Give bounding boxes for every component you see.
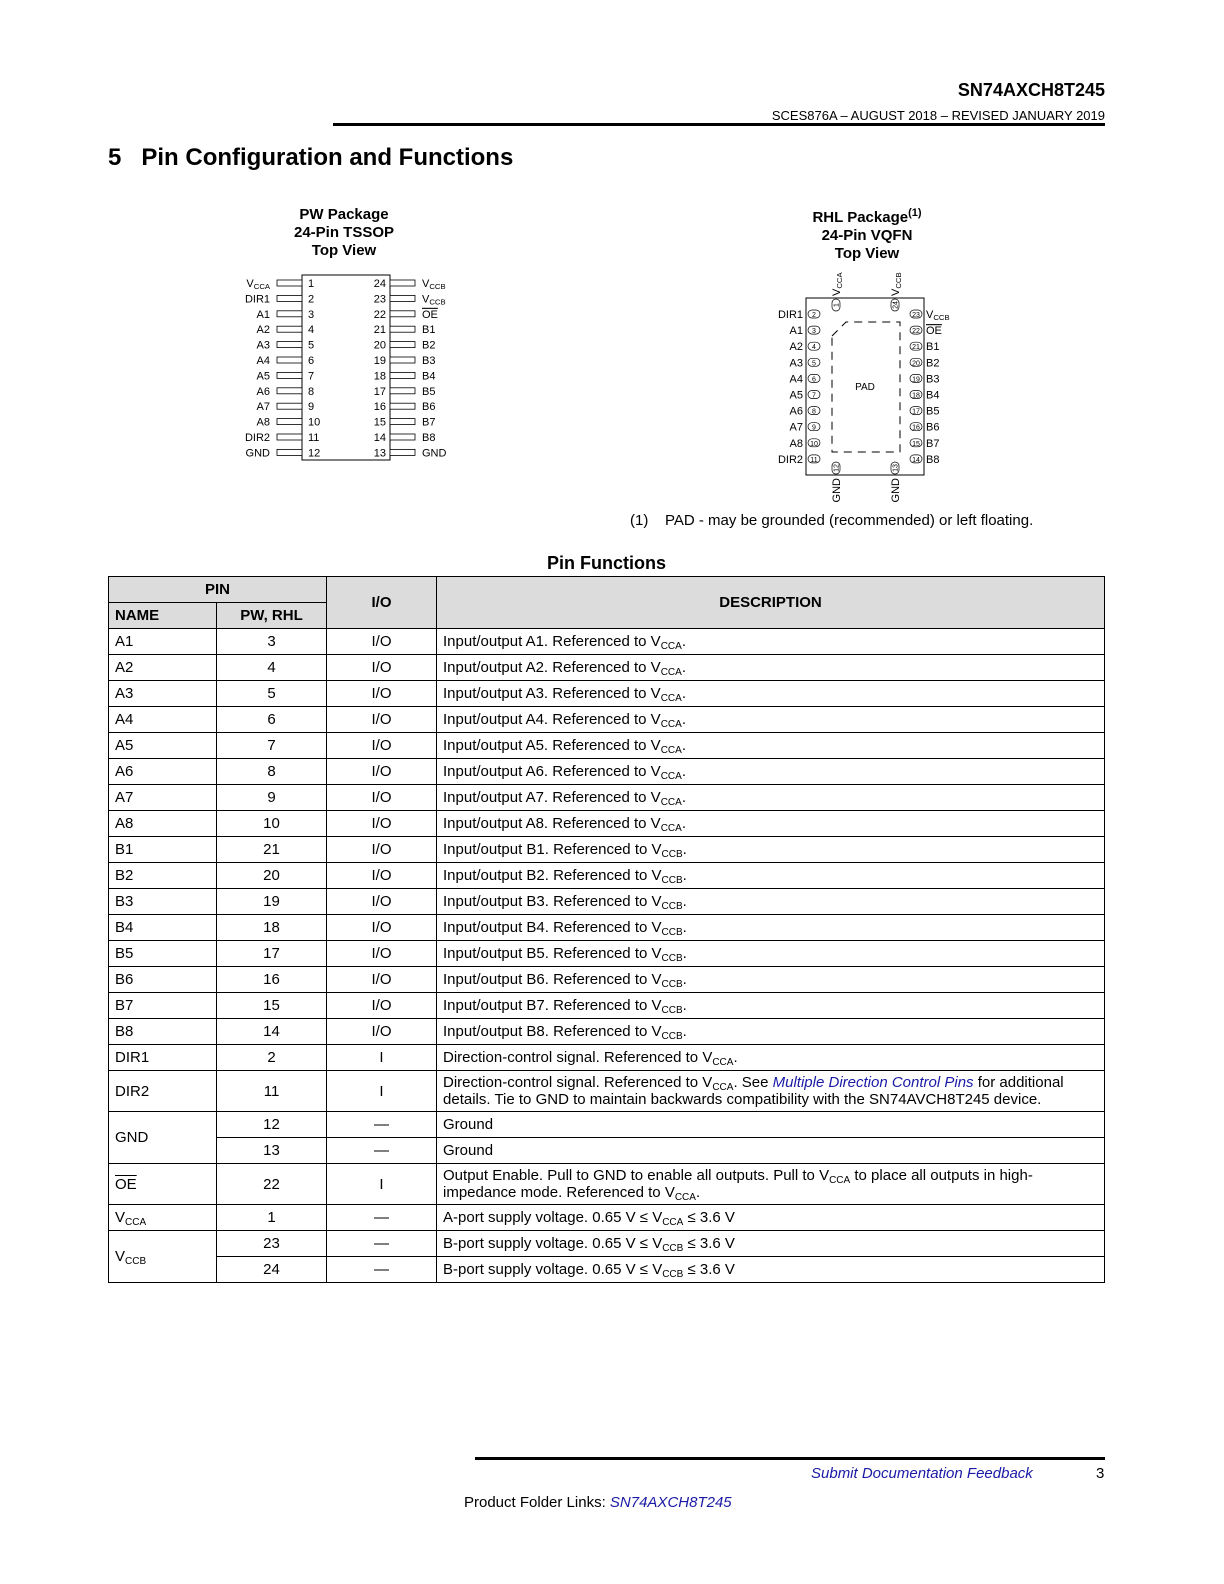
pin-name-label: A5 <box>789 389 803 402</box>
pin-io: — <box>327 1138 437 1164</box>
pin-number: 6 <box>217 707 327 733</box>
pin-name-label: VCCA <box>246 278 270 291</box>
table-row <box>109 1257 1105 1283</box>
pin-name-label: VCCA <box>831 272 844 296</box>
pin-name-label: DIR1 <box>244 293 270 306</box>
pin-name-label: GND <box>422 447 447 460</box>
pin-number-label: 7 <box>812 392 816 400</box>
pin-number-label: 1 <box>308 278 315 290</box>
pin-name-label: A1 <box>256 308 270 321</box>
pin-number-label: 17 <box>912 408 920 416</box>
pin-number-label: 8 <box>812 408 816 416</box>
pw-title-line2: 24-Pin TSSOP <box>293 224 395 241</box>
pin-name: B4 <box>109 915 217 941</box>
pin-io: I/O <box>327 707 437 733</box>
pin-name-label: DIR2 <box>777 453 803 466</box>
pin-number-label: 12 <box>833 464 841 472</box>
pin-number: 8 <box>217 759 327 785</box>
desc-sub: CCB <box>661 849 683 860</box>
pin-name-label: B7 <box>926 437 940 450</box>
pin-name-label: A5 <box>256 370 270 383</box>
pin-description <box>437 1205 1105 1231</box>
pin-io: — <box>327 1112 437 1138</box>
desc-text: Direction-control signal. Referenced to <box>443 1049 703 1066</box>
desc-sub: CCB <box>661 979 683 990</box>
pin-name-label: B3 <box>926 373 940 386</box>
desc-sub: CCA <box>712 1082 734 1093</box>
pin-name-label: B2 <box>422 339 436 352</box>
pin-number-label: 14 <box>912 456 920 464</box>
pin-number-label: 2 <box>812 312 816 319</box>
desc-text: to place all outputs in high-impedance mode. Referenced to V <box>443 1167 1033 1201</box>
pin-number-label: 2 <box>308 293 315 306</box>
desc-text: for additional details. Tie to GND to maintain backwards compatibility with the SN74AVCH8T245 device. <box>443 1074 1064 1108</box>
pin-name-label: GND <box>890 478 902 503</box>
pin-name-label: B2 <box>926 357 940 370</box>
pin-name-label: GND <box>831 478 843 503</box>
table-row <box>109 889 1105 915</box>
table-row <box>109 655 1105 681</box>
desc-text: Input/output A4. Referenced to <box>443 711 651 728</box>
pin-number-label: 24 <box>373 278 386 290</box>
pin-description: Direction-control signal. Referenced to $V_{CCA}$. <box>437 1045 1105 1071</box>
desc-text: . See <box>733 1074 773 1091</box>
pin-number-label: 6 <box>812 376 816 384</box>
pad-label: PAD <box>855 382 875 393</box>
pin-name: A5 <box>109 733 217 759</box>
table-title: Pin Functions <box>547 553 666 573</box>
pin-io: I/O <box>327 967 437 993</box>
pin-name-label: A7 <box>789 421 803 434</box>
desc-sub: CCA <box>660 693 682 704</box>
desc-text: Input/output B7. Referenced to <box>443 997 652 1014</box>
pin-name-label: A8 <box>789 437 803 450</box>
pin-number-label: 23 <box>373 293 386 306</box>
desc-sub: CCA <box>674 1192 696 1203</box>
desc-text: Input/output B2. Referenced to <box>443 867 652 884</box>
pin-number-label: 9 <box>812 424 816 432</box>
pin-name-label: B1 <box>422 324 436 337</box>
pin-number-label: 22 <box>373 308 386 321</box>
rhl-pinout-diagram <box>0 0 1224 520</box>
desc-text: Input/output B6. Referenced to <box>443 971 652 988</box>
desc-text: B-port supply voltage. 0.65 V ≤ V <box>443 1261 663 1278</box>
header-pin: PIN <box>109 577 327 603</box>
product-folder-links <box>464 1494 732 1511</box>
pin-io: I/O <box>327 1019 437 1045</box>
pin-description: Input/output B8. Referenced to $V_{CCB}$. <box>437 1019 1105 1045</box>
rhl-title-line2: 24-Pin VQFN <box>821 227 913 244</box>
pin-number-label: 8 <box>308 385 315 398</box>
pin-name-label: GND <box>245 447 270 460</box>
pin-number-label: 23 <box>912 312 920 319</box>
pin-number-label: 24 <box>892 301 900 309</box>
pin-number-label: 10 <box>810 440 818 448</box>
pin-name-label: B4 <box>926 389 940 402</box>
name-main: V <box>115 1209 126 1226</box>
pin-number: 5 <box>217 681 327 707</box>
rhl-title-line3: Top View <box>834 245 900 262</box>
pin-name: A1 <box>109 629 217 655</box>
table-row <box>109 1205 1105 1231</box>
pin-number-label: 4 <box>308 324 315 337</box>
pin-io: — <box>327 1231 437 1257</box>
desc-sub: CCB <box>661 1031 683 1042</box>
pin-name: DIR2 <box>109 1071 217 1112</box>
pin-number-label: 18 <box>912 392 920 400</box>
pw-title-line3: Top View <box>311 242 377 259</box>
pin-description: Input/output B2. Referenced to $V_{CCB}$. <box>437 863 1105 889</box>
pin-io: I/O <box>327 863 437 889</box>
pin-name <box>109 1231 217 1283</box>
desc-sub: CCA <box>660 771 682 782</box>
footer-rule <box>475 1457 1105 1460</box>
pin-name-label: VCCB <box>926 309 950 322</box>
pin-name: B3 <box>109 889 217 915</box>
pin-number: 1 <box>217 1205 327 1231</box>
pin-number-label: 7 <box>308 370 315 383</box>
pin-number-label: 11 <box>308 432 320 444</box>
pin-name: GND <box>109 1112 217 1164</box>
pin-number-label: 21 <box>373 324 386 337</box>
pin-description: Input/output B4. Referenced to $V_{CCB}$. <box>437 915 1105 941</box>
table-row <box>109 837 1105 863</box>
pin-io: I/O <box>327 655 437 681</box>
pin-name-label: B6 <box>926 421 940 434</box>
desc-text: Output Enable. Pull to GND to enable all outputs. Pull to V <box>443 1167 830 1184</box>
pin-name-label: A3 <box>256 339 270 352</box>
table-row <box>109 1019 1105 1045</box>
desc-sub: CCA <box>662 1217 684 1228</box>
pin-io: I/O <box>327 837 437 863</box>
pin-name-label: VCCB <box>422 278 446 291</box>
pin-name-label: B8 <box>926 453 940 466</box>
pin-number: 19 <box>217 889 327 915</box>
pin-name-label: A8 <box>256 416 270 429</box>
pin-name: A4 <box>109 707 217 733</box>
pin-number: 23 <box>217 1231 327 1257</box>
header-io: I/O <box>327 577 437 629</box>
pin-number-label: 14 <box>373 432 386 444</box>
table-row <box>109 1231 1105 1257</box>
pin-io: I/O <box>327 889 437 915</box>
pin-name-label: A4 <box>789 373 803 386</box>
table-row <box>109 759 1105 785</box>
desc-text: Direction-control signal. Referenced to V <box>443 1074 713 1091</box>
table-row <box>109 1164 1105 1205</box>
pin-number: 3 <box>217 629 327 655</box>
pin-name: B6 <box>109 967 217 993</box>
pin-io: I/O <box>327 941 437 967</box>
table-row <box>109 863 1105 889</box>
pin-name: B1 <box>109 837 217 863</box>
pin-functions-table <box>108 576 1105 1283</box>
table-row <box>109 707 1105 733</box>
pin-number-label: 13 <box>373 447 386 460</box>
pin-number: 24 <box>217 1257 327 1283</box>
pin-name-label: B8 <box>422 432 436 444</box>
pin-description: Input/output A7. Referenced to $V_{CCA}$. <box>437 785 1105 811</box>
desc-sub: CCB <box>662 1243 684 1254</box>
pin-number-label: 15 <box>912 440 920 448</box>
table-row <box>109 629 1105 655</box>
table-row <box>109 1071 1105 1112</box>
desc-sub: CCA <box>712 1057 734 1068</box>
desc-text: ≤ 3.6 V <box>683 1209 735 1226</box>
desc-sub: CCA <box>660 797 682 808</box>
pin-number-label: 19 <box>373 355 386 367</box>
pin-number-label: 16 <box>373 401 386 414</box>
pin-description: Input/output A5. Referenced to $V_{CCA}$. <box>437 733 1105 759</box>
pin-name: A6 <box>109 759 217 785</box>
pin-number: 13 <box>217 1138 327 1164</box>
product-folder-label: Product Folder Links: <box>464 1494 610 1511</box>
pin-name <box>109 1164 217 1205</box>
desc-text: Input/output A2. Referenced to <box>443 659 651 676</box>
desc-sub: CCB <box>661 1005 683 1016</box>
desc-sub: CCB <box>661 953 683 964</box>
pin-name-label: A2 <box>789 341 803 354</box>
pin-name-label: A3 <box>789 357 803 370</box>
pin-number: 11 <box>217 1071 327 1112</box>
pin-description <box>437 1164 1105 1205</box>
rhl-title-text: RHL Package <box>812 209 909 226</box>
pw-title-line1: PW Package <box>299 206 389 223</box>
desc-text: B-port supply voltage. 0.65 V ≤ V <box>443 1235 663 1252</box>
pin-name: A3 <box>109 681 217 707</box>
pin-io: I/O <box>327 785 437 811</box>
pin-number: 12 <box>217 1112 327 1138</box>
desc-text: Input/output B1. Referenced to <box>443 841 652 858</box>
pin-number-label: 19 <box>912 376 920 384</box>
pin-description: Input/output A4. Referenced to $V_{CCA}$. <box>437 707 1105 733</box>
pin-description: Input/output A2. Referenced to $V_{CCA}$. <box>437 655 1105 681</box>
pin-name: B5 <box>109 941 217 967</box>
pin-number: 10 <box>217 811 327 837</box>
table-row <box>109 993 1105 1019</box>
pin-number-label: 10 <box>308 416 321 429</box>
pin-number-label: 20 <box>373 339 386 352</box>
desc-text: Input/output A7. Referenced to <box>443 789 651 806</box>
pin-number-label: 3 <box>812 328 816 336</box>
table-row <box>109 785 1105 811</box>
pin-name: DIR1 <box>109 1045 217 1071</box>
pin-number: 22 <box>217 1164 327 1205</box>
pin-name-label: B5 <box>926 405 940 418</box>
pin-description: Input/output B1. Referenced to $V_{CCB}$. <box>437 837 1105 863</box>
pin-number-label: 16 <box>912 424 920 432</box>
pin-name-label: B6 <box>422 401 436 414</box>
desc-text: Input/output A5. Referenced to <box>443 737 651 754</box>
pin-number: 18 <box>217 915 327 941</box>
pin-number-label: 5 <box>308 339 315 352</box>
pin-io: I/O <box>327 915 437 941</box>
table-row <box>109 967 1105 993</box>
table-row <box>109 811 1105 837</box>
pin-number: 4 <box>217 655 327 681</box>
pin-description <box>437 1231 1105 1257</box>
pin-name-label: B4 <box>422 370 436 383</box>
pin-number-label: 12 <box>308 447 321 460</box>
pin-name-label: A1 <box>789 325 803 338</box>
pin-io: I/O <box>327 759 437 785</box>
header-number: PW, RHL <box>217 603 327 629</box>
desc-text: Input/output A6. Referenced to <box>443 763 651 780</box>
table-row <box>109 681 1105 707</box>
desc-text: Input/output B4. Referenced to <box>443 919 652 936</box>
page-number: 3 <box>1096 1465 1105 1482</box>
pin-number-label: 9 <box>308 401 315 414</box>
pin-io: I/O <box>327 681 437 707</box>
pin-name-label: OE <box>422 308 438 321</box>
footnote: (1) PAD - may be grounded (recommended) or left floating. <box>630 512 1034 529</box>
pin-description: Input/output B6. Referenced to $V_{CCB}$. <box>437 967 1105 993</box>
table-row <box>109 915 1105 941</box>
pin-description: Input/output B3. Referenced to $V_{CCB}$. <box>437 889 1105 915</box>
pin-description: Ground <box>437 1138 1105 1164</box>
header-name: NAME <box>109 603 217 629</box>
name-sub: CCB <box>125 1256 147 1267</box>
pin-number-label: 11 <box>810 456 818 464</box>
pin-name-label: A4 <box>256 355 270 367</box>
pin-description: Ground <box>437 1112 1105 1138</box>
pin-io: I/O <box>327 629 437 655</box>
pin-name: A8 <box>109 811 217 837</box>
pin-number-label: 1 <box>833 303 841 307</box>
pin-name-label: A7 <box>256 401 270 414</box>
pin-description <box>437 1071 1105 1112</box>
name-main: V <box>115 1248 126 1265</box>
pin-name <box>109 1205 217 1231</box>
pin-name-label: OE <box>926 325 942 338</box>
submit-feedback-link[interactable]: Submit Documentation Feedback <box>811 1465 1033 1482</box>
desc-sub: CCB <box>661 901 683 912</box>
desc-text: ≤ 3.6 V <box>683 1261 735 1278</box>
pin-number-label: 6 <box>308 355 315 367</box>
pin-name-label: B5 <box>422 385 436 398</box>
pin-io: — <box>327 1205 437 1231</box>
pin-description: Input/output B5. Referenced to $V_{CCB}$. <box>437 941 1105 967</box>
table-row <box>109 1045 1105 1071</box>
desc-text: Input/output B8. Referenced to <box>443 1023 652 1040</box>
pin-name-label: B7 <box>422 416 436 429</box>
desc-sub: CCA <box>829 1175 851 1186</box>
pin-io: — <box>327 1257 437 1283</box>
pin-name-label: VCCB <box>890 272 903 296</box>
section-title: 5 Pin Configuration and Functions <box>108 144 514 171</box>
desc-text: Input/output B3. Referenced to <box>443 893 652 910</box>
pin-name-label: A6 <box>789 405 803 418</box>
table-row <box>109 1112 1105 1138</box>
desc-sub: CCA <box>660 719 682 730</box>
product-folder-link[interactable]: SN74AXCH8T245 <box>609 1494 732 1511</box>
pin-number: 17 <box>217 941 327 967</box>
table-row <box>109 941 1105 967</box>
pin-io: I <box>327 1045 437 1071</box>
pin-description: Input/output A1. Referenced to $V_{CCA}$. <box>437 629 1105 655</box>
desc-sub: CCB <box>661 927 683 938</box>
pin-description: Input/output A6. Referenced to $V_{CCA}$. <box>437 759 1105 785</box>
oe-name: $\overline{OE}$ <box>115 1175 137 1193</box>
desc-text: Input/output A3. Referenced to <box>443 685 651 702</box>
pin-number-label: 20 <box>912 360 920 368</box>
pin-description: Input/output A8. Referenced to $V_{CCA}$. <box>437 811 1105 837</box>
pin-number-label: 3 <box>308 308 315 321</box>
pin-name: B2 <box>109 863 217 889</box>
name-sub: CCA <box>125 1217 147 1228</box>
desc-sub: CCA <box>660 823 682 834</box>
pin-number-label: 13 <box>892 464 900 472</box>
pin-io: I/O <box>327 993 437 1019</box>
pin-number: 2 <box>217 1045 327 1071</box>
desc-sub: CCB <box>662 1269 684 1280</box>
pin-io: I/O <box>327 811 437 837</box>
desc-sub: CCA <box>660 745 682 756</box>
table-row <box>109 733 1105 759</box>
pin-name: B8 <box>109 1019 217 1045</box>
multiple-direction-control-pins-link[interactable]: Multiple Direction Control Pins <box>772 1074 974 1091</box>
pin-io: I <box>327 1164 437 1205</box>
rhl-title-note: (1) <box>908 207 922 219</box>
pin-name-label: A2 <box>256 324 270 337</box>
desc-text: ≤ 3.6 V <box>683 1235 735 1252</box>
pin-number: 20 <box>217 863 327 889</box>
pin-description <box>437 1257 1105 1283</box>
pin-name-label: B3 <box>422 355 436 367</box>
pin-number-label: 15 <box>373 416 386 429</box>
pin-number: 21 <box>217 837 327 863</box>
pin-number: 7 <box>217 733 327 759</box>
pin-number-label: 22 <box>912 328 920 336</box>
pin-description: Input/output A3. Referenced to $V_{CCA}$. <box>437 681 1105 707</box>
desc-text: Input/output B5. Referenced to <box>443 945 652 962</box>
desc-sub: CCB <box>661 875 683 886</box>
pin-number-label: 21 <box>912 344 920 352</box>
pin-io: I/O <box>327 733 437 759</box>
pin-number: 9 <box>217 785 327 811</box>
pin-name-label: A6 <box>256 385 270 398</box>
pin-name: A7 <box>109 785 217 811</box>
pin-number-label: 17 <box>373 385 386 398</box>
header-description: DESCRIPTION <box>437 577 1105 629</box>
desc-text: Input/output A8. Referenced to <box>443 815 651 832</box>
part-number: SN74AXCH8T245 <box>957 80 1105 100</box>
pin-number: 15 <box>217 993 327 1019</box>
document-id: SCES876A – AUGUST 2018 – REVISED JANUARY 2019 <box>771 108 1105 123</box>
pin-number-label: 5 <box>812 360 816 368</box>
pin-name: B7 <box>109 993 217 1019</box>
desc-text: . <box>695 1184 701 1201</box>
desc-text: Input/output A1. Referenced to <box>443 633 651 650</box>
desc-sub: CCA <box>660 667 682 678</box>
pin-description: Input/output B7. Referenced to $V_{CCB}$. <box>437 993 1105 1019</box>
pin-number-label: 18 <box>373 370 386 383</box>
pin-number-label: 4 <box>812 344 816 352</box>
desc-sub: CCA <box>660 641 682 652</box>
pin-name: A2 <box>109 655 217 681</box>
pin-number: 14 <box>217 1019 327 1045</box>
pin-name-label: DIR1 <box>777 309 803 321</box>
pin-name-label: VCCB <box>422 293 446 307</box>
pin-name-label: DIR2 <box>244 432 270 444</box>
table-row <box>109 1138 1105 1164</box>
pin-io: I <box>327 1071 437 1112</box>
pin-name-label: B1 <box>926 341 940 354</box>
desc-text: A-port supply voltage. 0.65 V ≤ V <box>443 1209 663 1226</box>
pin-number: 16 <box>217 967 327 993</box>
